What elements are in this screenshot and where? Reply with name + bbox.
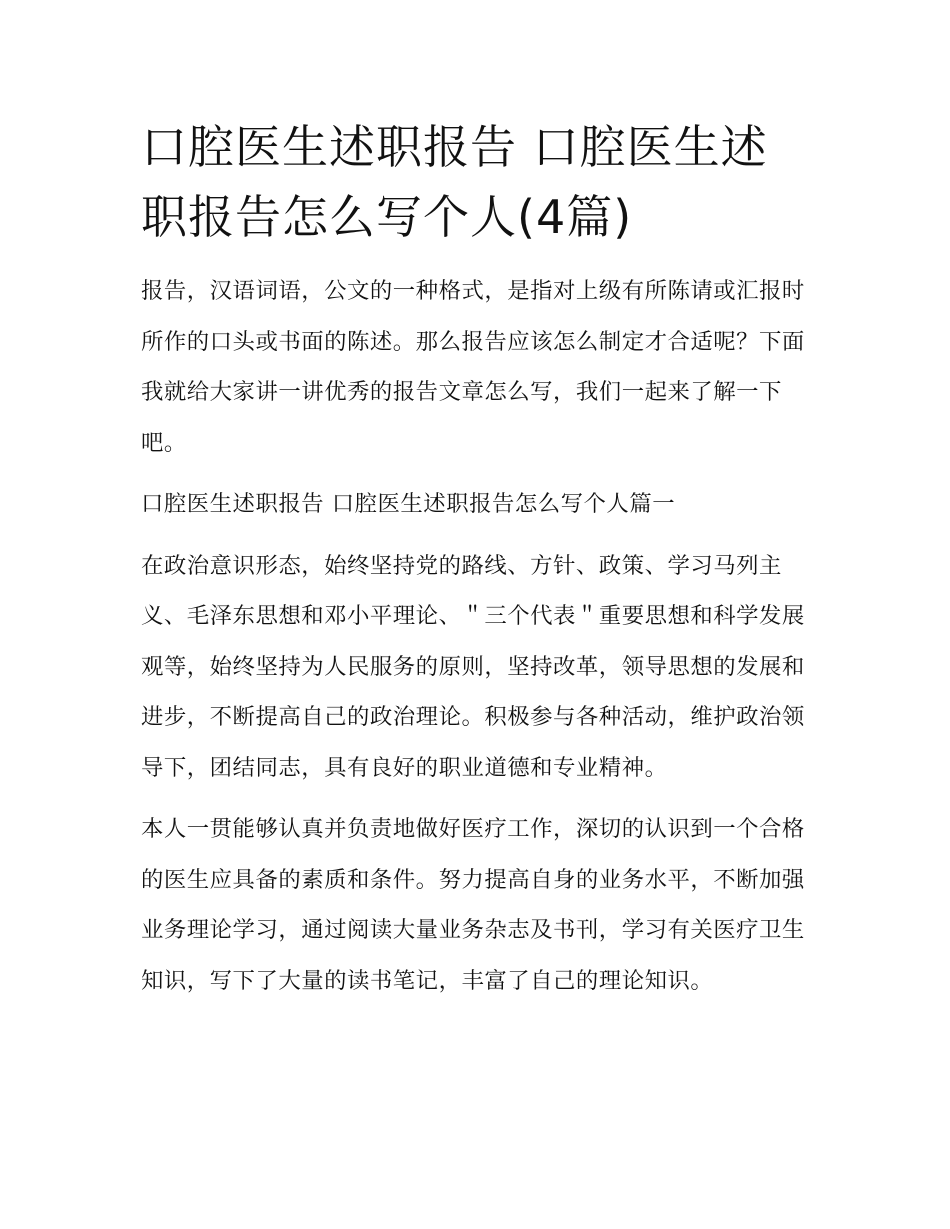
document-body [141,112,813,1006]
section-heading: 口腔医生述职报告 口腔医生述职报告怎么写个人篇一 [141,491,676,517]
body-paragraph: 在政治意识形态，始终坚持党的路线、方针、政策、学习马列主义、毛泽东思想和邓小平理论、＂三个代表＂重要思想和科学发展观等，始终坚持为人民服务的原则，坚持改革，领导思想的发展和进步，不断提高自己的政治理论。积极参与各种活动，维护政治领导下，团结同志，具有良好的职业道德和专业精神。 [141,552,805,781]
body-paragraph: 本人一贯能够认真并负责地做好医疗工作，深切的认识到一个合格的医生应具备的素质和条件。努力提高自身的业务水平，不断加强业务理论学习，通过阅读大量业务杂志及书刊，学习有关医疗卫生知识，写下了大量的读书笔记，丰富了自己的理论知识。 [141,816,805,994]
intro-paragraph: 报告，汉语词语，公文的一种格式，是指对上级有所陈请或汇报时所作的口头或书面的陈述。那么报告应该怎么制定才合适呢？下面我就给大家讲一讲优秀的报告文章怎么写，我们一起来了解一下吧。 [141,278,805,456]
document-title: 口腔医生述职报告 口腔医生述职报告怎么写个人(4篇) [141,120,768,244]
